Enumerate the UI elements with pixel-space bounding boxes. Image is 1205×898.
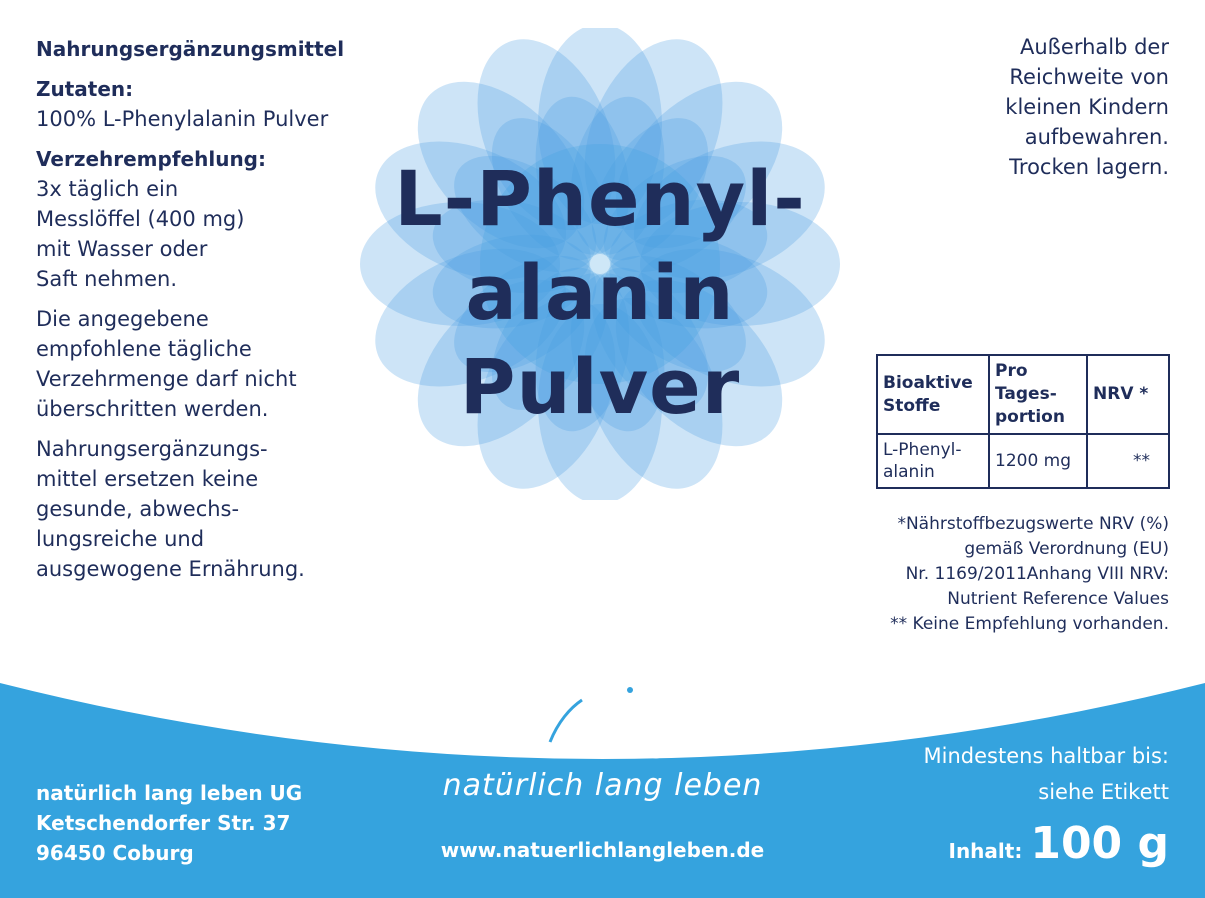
net-content	[949, 818, 1170, 869]
product-category: Nahrungsergänzungsmittel	[36, 37, 345, 61]
shelf-life-value: siehe Etikett	[1038, 780, 1169, 804]
header-substance: Bioaktive Stoffe	[877, 355, 989, 434]
warning-line: Verzehrmenge darf nicht	[36, 367, 297, 391]
footnote-line: Nutrient Reference Values	[947, 589, 1169, 609]
elephant-logo-icon	[530, 664, 670, 764]
notice-line: Nahrungsergänzungs-	[36, 437, 268, 461]
shelf-life-label: Mindestens haltbar bis:	[923, 744, 1169, 768]
dosage-line: Messlöffel (400 mg)	[36, 207, 245, 231]
notice-line: ausgewogene Ernährung.	[36, 557, 305, 581]
dosage-line: Saft nehmen.	[36, 267, 178, 291]
dosage-line: 3x täglich ein	[36, 177, 179, 201]
company-address	[36, 778, 302, 868]
ingredients-label: Zutaten:	[36, 77, 134, 101]
shelf-life	[869, 738, 1169, 810]
dosage-label: Verzehrempfehlung:	[36, 147, 266, 171]
company-name: natürlich lang leben UG	[36, 781, 303, 805]
content-label: Inhalt:	[948, 839, 1023, 863]
notice-line: gesunde, abwechs-	[36, 497, 240, 521]
warning-line: Die angegebene	[36, 307, 209, 331]
website-link[interactable]: www.natuerlichlangleben.de	[440, 838, 765, 862]
title-line: Pulver	[459, 342, 741, 431]
storage-line: Reichweite von	[1009, 65, 1169, 89]
storage-line: Außerhalb der	[1020, 35, 1169, 59]
content-value: 100 g	[1030, 818, 1169, 869]
footnote-line: Nr. 1169/2011Anhang VIII NRV:	[905, 564, 1169, 584]
company-street: Ketschendorfer Str. 37	[36, 811, 291, 835]
cell-substance: L-Phenyl- alanin	[877, 434, 989, 488]
storage-line: Trocken lagern.	[1009, 155, 1169, 179]
cell-portion: 1200 mg	[989, 434, 1087, 488]
warning-line: überschritten werden.	[36, 397, 269, 421]
header-portion: Pro Tages- portion	[989, 355, 1087, 434]
notice-line: mittel ersetzen keine	[36, 467, 259, 491]
ingredients-value: 100% L-Phenylalanin Pulver	[36, 107, 329, 131]
title-line: L-Phenyl-	[394, 154, 806, 243]
storage-line: kleinen Kindern	[1005, 95, 1169, 119]
storage-line: aufbewahren.	[1024, 125, 1169, 149]
header-nrv: NRV *	[1087, 355, 1169, 434]
notice-line: lungsreiche und	[36, 527, 205, 551]
company-city: 96450 Coburg	[36, 841, 194, 865]
footnote-line: ** Keine Empfehlung vorhanden.	[890, 614, 1169, 634]
cell-nrv: **	[1087, 434, 1169, 488]
title-line: alanin	[465, 248, 735, 337]
footnote-line: gemäß Verordnung (EU)	[964, 539, 1169, 559]
brand-name: natürlich lang leben	[442, 768, 763, 803]
footnote-line: *Nährstoffbezugswerte NRV (%)	[897, 514, 1169, 534]
warning-line: empfohlene tägliche	[36, 337, 252, 361]
dosage-line: mit Wasser oder	[36, 237, 208, 261]
